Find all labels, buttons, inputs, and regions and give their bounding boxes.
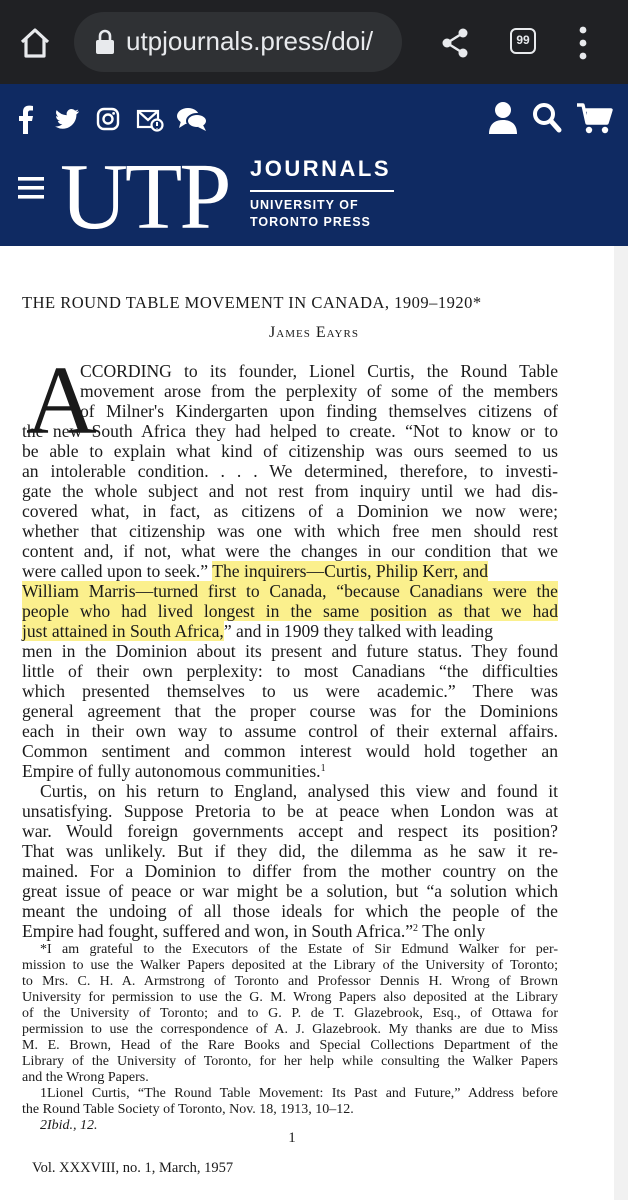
body-line: which presented themselves to us were academic.” There was xyxy=(22,681,558,701)
article-title: THE ROUND TABLE MOVEMENT IN CANADA, 1909–1920* xyxy=(22,293,482,312)
logo-divider xyxy=(250,190,394,192)
footnote-line: of the University of Toronto; and to G. P. de T. Glazebrook, Esq., of Ottawa for xyxy=(22,1006,558,1021)
footnote-line: 2Ibid., 12. xyxy=(40,1118,98,1133)
logo-wordmark[interactable]: JOURNALS xyxy=(250,156,392,181)
body-line: meant the undoing of all those ideals for which the people of the xyxy=(22,901,558,921)
body-line xyxy=(22,601,558,621)
lock-icon[interactable] xyxy=(94,29,116,55)
body-line: gate the whole subject and not rest from inquiry until we had dis- xyxy=(22,481,558,501)
footnote-line: Library of the University of Toronto, for her help while consulting the Walker Papers xyxy=(22,1054,558,1069)
hamburger-menu-icon[interactable] xyxy=(18,177,44,199)
body-line: an intolerable condition. . . . We determined, therefore, to investi- xyxy=(22,461,558,481)
site-header xyxy=(0,84,628,249)
highlighted-text[interactable]: people who had lived longest in the same position as that we had xyxy=(22,601,558,621)
body-line: war. Would foreign governments accept and respect its position? xyxy=(22,821,558,841)
body-line: mained. For a Dominion to differ from the mother country on the xyxy=(22,861,558,881)
footnote-line: M. E. Brown, Head of the Rare Books and Special Collections Department of the xyxy=(22,1038,558,1053)
body-text: Empire of fully autonomous communities. xyxy=(22,761,321,781)
footnote-ref[interactable]: 2 xyxy=(413,923,419,934)
footnote-ref[interactable]: 1 xyxy=(320,763,326,774)
body-line: be able to explain what kind of citizenship was ours seemed to us xyxy=(22,441,558,461)
highlighted-text[interactable]: just attained in South Africa, xyxy=(22,621,224,641)
page-edge xyxy=(614,246,628,1200)
logo-subtitle-1: UNIVERSITY OF xyxy=(250,198,359,212)
body-line: CCORDING to its founder, Lionel Curtis, the Round Table xyxy=(80,361,558,381)
tabs-icon[interactable]: 99 xyxy=(510,28,536,54)
body-text: The only xyxy=(418,921,486,941)
body-text: ” and in 1909 they talked with leading xyxy=(223,621,494,641)
body-line xyxy=(22,581,558,601)
twitter-icon[interactable] xyxy=(54,104,80,134)
body-line: Curtis, on his return to England, analysed this view and found it xyxy=(40,781,558,801)
share-icon[interactable] xyxy=(440,27,470,59)
body-line: great issue of peace or war might be a solution, but “a solution which xyxy=(22,881,558,901)
account-icon[interactable] xyxy=(488,101,518,135)
body-line xyxy=(22,761,558,781)
body-line: whether that citizenship was one with which free men should rest xyxy=(22,521,558,541)
body-line: That was unlikely. But if they did, the dilemma as he saw it re- xyxy=(22,841,558,861)
body-text: Empire had fought, suffered and won, in South Africa.” xyxy=(22,921,414,941)
overflow-menu-icon[interactable] xyxy=(578,25,588,61)
facebook-icon[interactable] xyxy=(18,104,34,134)
body-text: were called upon to seek.” xyxy=(22,561,209,581)
chat-icon[interactable] xyxy=(176,104,208,134)
highlighted-text[interactable]: William Marris—turned first to Canada, “because Canadians were the xyxy=(22,581,558,601)
logo-subtitle-2: TORONTO PRESS xyxy=(250,215,371,229)
body-line: of Milner's Kindergarten upon finding themselves citizens of xyxy=(80,401,558,421)
body-line: Common sentiment and common interest would hold together an xyxy=(22,741,558,761)
search-icon[interactable] xyxy=(532,101,562,135)
browser-toolbar xyxy=(0,0,628,84)
body-line: movement arose from the perplexity of some of the members xyxy=(80,381,558,401)
footnote-line: 1Lionel Curtis, “The Round Table Movement: Its Past and Future,” Address before xyxy=(40,1086,558,1101)
article-author: James Eayrs xyxy=(269,324,359,341)
footnote-line: permission to use the correspondence of A. J. Glazebrook. My thanks are due to Miss xyxy=(22,1022,558,1037)
home-icon[interactable] xyxy=(18,26,52,60)
email-alert-icon[interactable] xyxy=(136,104,164,134)
footnote-line: and the Wrong Papers. xyxy=(22,1070,149,1085)
body-line xyxy=(22,561,558,581)
body-line xyxy=(22,621,558,641)
address-bar[interactable] xyxy=(74,12,402,72)
url-text[interactable]: utpjournals.press/doi/ xyxy=(126,26,374,56)
footnote-line: *I am grateful to the Executors of the Estate of Sir Edmund Walker for per- xyxy=(40,942,558,957)
body-line: covered what, in fact, as citizens of a Dominion we now were; xyxy=(22,501,558,521)
logo-mark[interactable]: UTP xyxy=(60,145,229,249)
body-line: unsatisfying. Suppose Pretoria to be at peace when London was at xyxy=(22,801,558,821)
drop-cap: A xyxy=(26,347,97,455)
body-line xyxy=(22,921,558,941)
footnote-line: the Round Table Society of Toronto, Nov. 18, 1913, 10–12. xyxy=(22,1102,354,1117)
instagram-icon[interactable] xyxy=(96,104,120,134)
highlighted-text[interactable]: The inquirers—Curtis, Philip Kerr, and xyxy=(212,561,489,581)
body-line: little of their own perplexity: to most Canadians “the difficulties xyxy=(22,661,558,681)
footnote-line: mission to use the Walker Papers deposited at the Library of the University of Toronto; xyxy=(22,958,558,973)
body-line: each in their own way to assume control of their external affairs. xyxy=(22,721,558,741)
body-line: content and, if not, what were the changes in our condition that we xyxy=(22,541,558,561)
body-line: the new South Africa they had helped to create. “Not to know or to xyxy=(22,421,558,441)
page-number: 1 xyxy=(288,1130,296,1146)
volume-info: Vol. XXXVIII, no. 1, March, 1957 xyxy=(32,1160,234,1176)
footnote-line: University for permission to use the G. M. Wrong Papers also deposited at the Library xyxy=(22,990,558,1005)
footnote-line: to Mrs. C. H. A. Armstrong of Toronto and Professor Dennis H. Wrong of Brown xyxy=(22,974,558,989)
cart-icon[interactable] xyxy=(576,101,614,135)
body-line: general agreement that the proper course was for the Dominions xyxy=(22,701,558,721)
body-line: men in the Dominion about its present and future status. They found xyxy=(22,641,558,661)
